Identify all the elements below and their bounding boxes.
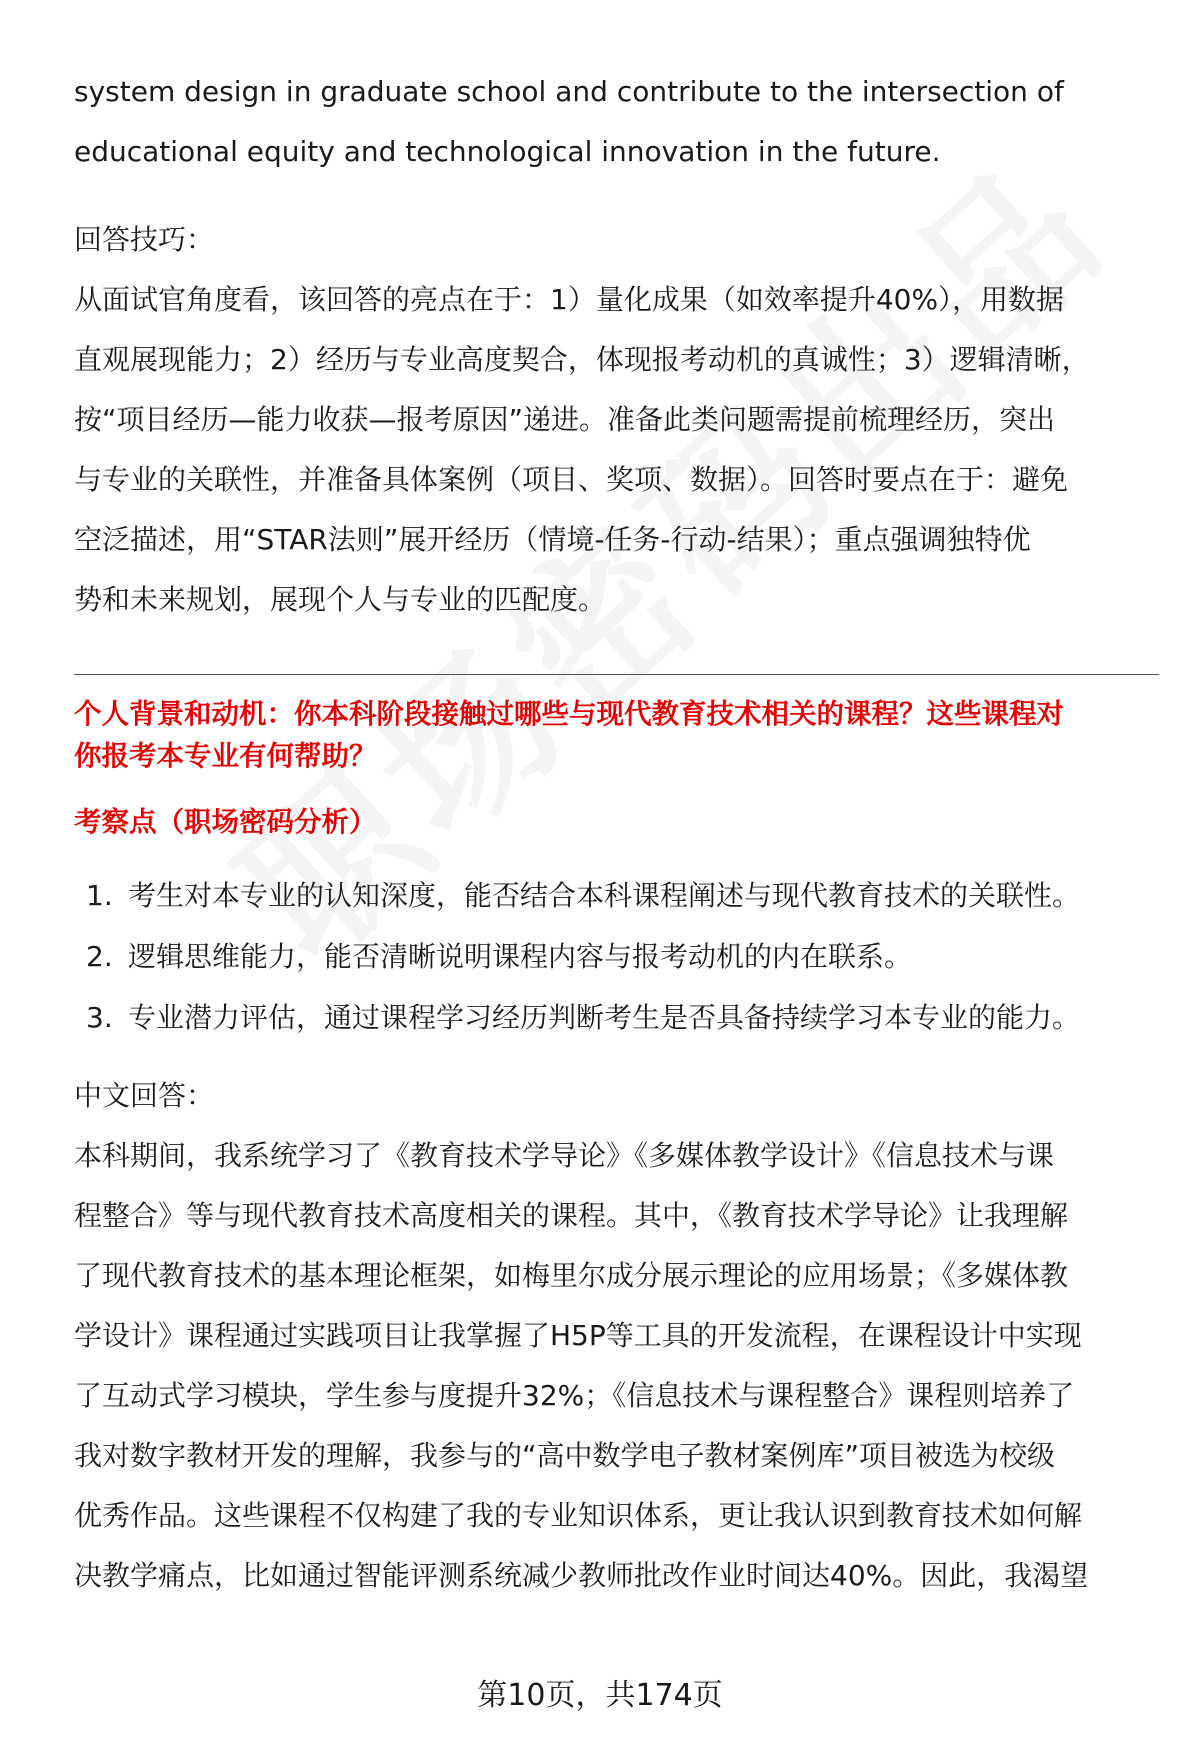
text-line: 学设计》课程通过实践项目让我掌握了H5P等工具的开发流程，在课程设计中实现 <box>74 1319 1082 1352</box>
page-content <box>74 62 1154 1606</box>
section-divider <box>74 674 1159 675</box>
page-footer: 第10页，共174页 <box>477 1678 723 1713</box>
text-line: 了现代教育技术的基本理论框架，如梅里尔成分展示理论的应用场景；《多媒体教 <box>74 1259 1069 1292</box>
text-line: 直观展现能力；2）经历与专业高度契合，体现报考动机的真诚性；3）逻辑清晰， <box>74 343 1090 376</box>
list-text: 逻辑思维能力，能否清晰说明课程内容与报考动机的内在联系。 <box>128 940 913 973</box>
tips-label: 回答技巧： <box>74 223 215 256</box>
answer-label: 中文回答： <box>74 1079 215 1112</box>
list-text: 考生对本专业的认知深度，能否结合本科课程阐述与现代教育技术的关联性。 <box>128 879 1081 912</box>
text-line: educational equity and technological innovation in the future. <box>74 135 941 168</box>
question-heading <box>74 693 1154 777</box>
text-line: 势和未来规划，展现个人与专业的匹配度。 <box>74 583 607 616</box>
text-line: 了互动式学习模块，学生参与度提升32%；《信息技术与课程整合》课程则培养了 <box>74 1379 1075 1412</box>
text-line: system design in graduate school and contribute to the intersection of <box>74 75 1064 108</box>
exam-points-heading: 考察点（职场密码分析） <box>74 806 377 838</box>
text-line: 空泛描述，用“STAR法则”展开经历（情境-任务-行动-结果）；重点强调独特优 <box>74 523 1031 556</box>
text-line: 决教学痛点，比如通过智能评测系统减少教师批改作业时间达40%。因此，我渴望 <box>74 1559 1089 1592</box>
list-item <box>74 865 1154 926</box>
list-number: 1. <box>86 879 113 912</box>
list-item <box>74 987 1154 1048</box>
list-number: 3. <box>86 1001 113 1034</box>
intro-paragraph <box>74 62 1154 182</box>
answer-tips-section <box>74 210 1154 630</box>
question-line: 你报考本专业有何帮助？ <box>74 740 377 772</box>
text-line: 与专业的关联性，并准备具体案例（项目、奖项、数据）。回答时要点在于：避免 <box>74 463 1069 496</box>
chinese-answer-section <box>74 1066 1154 1606</box>
list-item <box>74 926 1154 987</box>
text-line: 按“项目经历—能力收获—报考原因”递进。准备此类问题需提前梳理经历，突出 <box>74 403 1056 436</box>
list-number: 2. <box>86 940 113 973</box>
text-line: 本科期间，我系统学习了《教育技术学导论》《多媒体教学设计》《信息技术与课 <box>74 1139 1055 1172</box>
text-line: 从面试官角度看，该回答的亮点在于：1）量化成果（如效率提升40%），用数据 <box>74 283 1065 316</box>
list-text: 专业潜力评估，通过课程学习经历判断考生是否具备持续学习本专业的能力。 <box>128 1001 1081 1034</box>
question-line: 个人背景和动机：你本科阶段接触过哪些与现代教育技术相关的课程？这些课程对 <box>74 698 1064 730</box>
text-line: 我对数字教材开发的理解，我参与的“高中数学电子教材案例库”项目被选为校级 <box>74 1439 1056 1472</box>
text-line: 程整合》等与现代教育技术高度相关的课程。其中，《教育技术学导论》让我理解 <box>74 1199 1069 1232</box>
exam-points-list <box>74 865 1154 1048</box>
text-line: 优秀作品。这些课程不仅构建了我的专业知识体系，更让我认识到教育技术如何解 <box>74 1499 1083 1532</box>
